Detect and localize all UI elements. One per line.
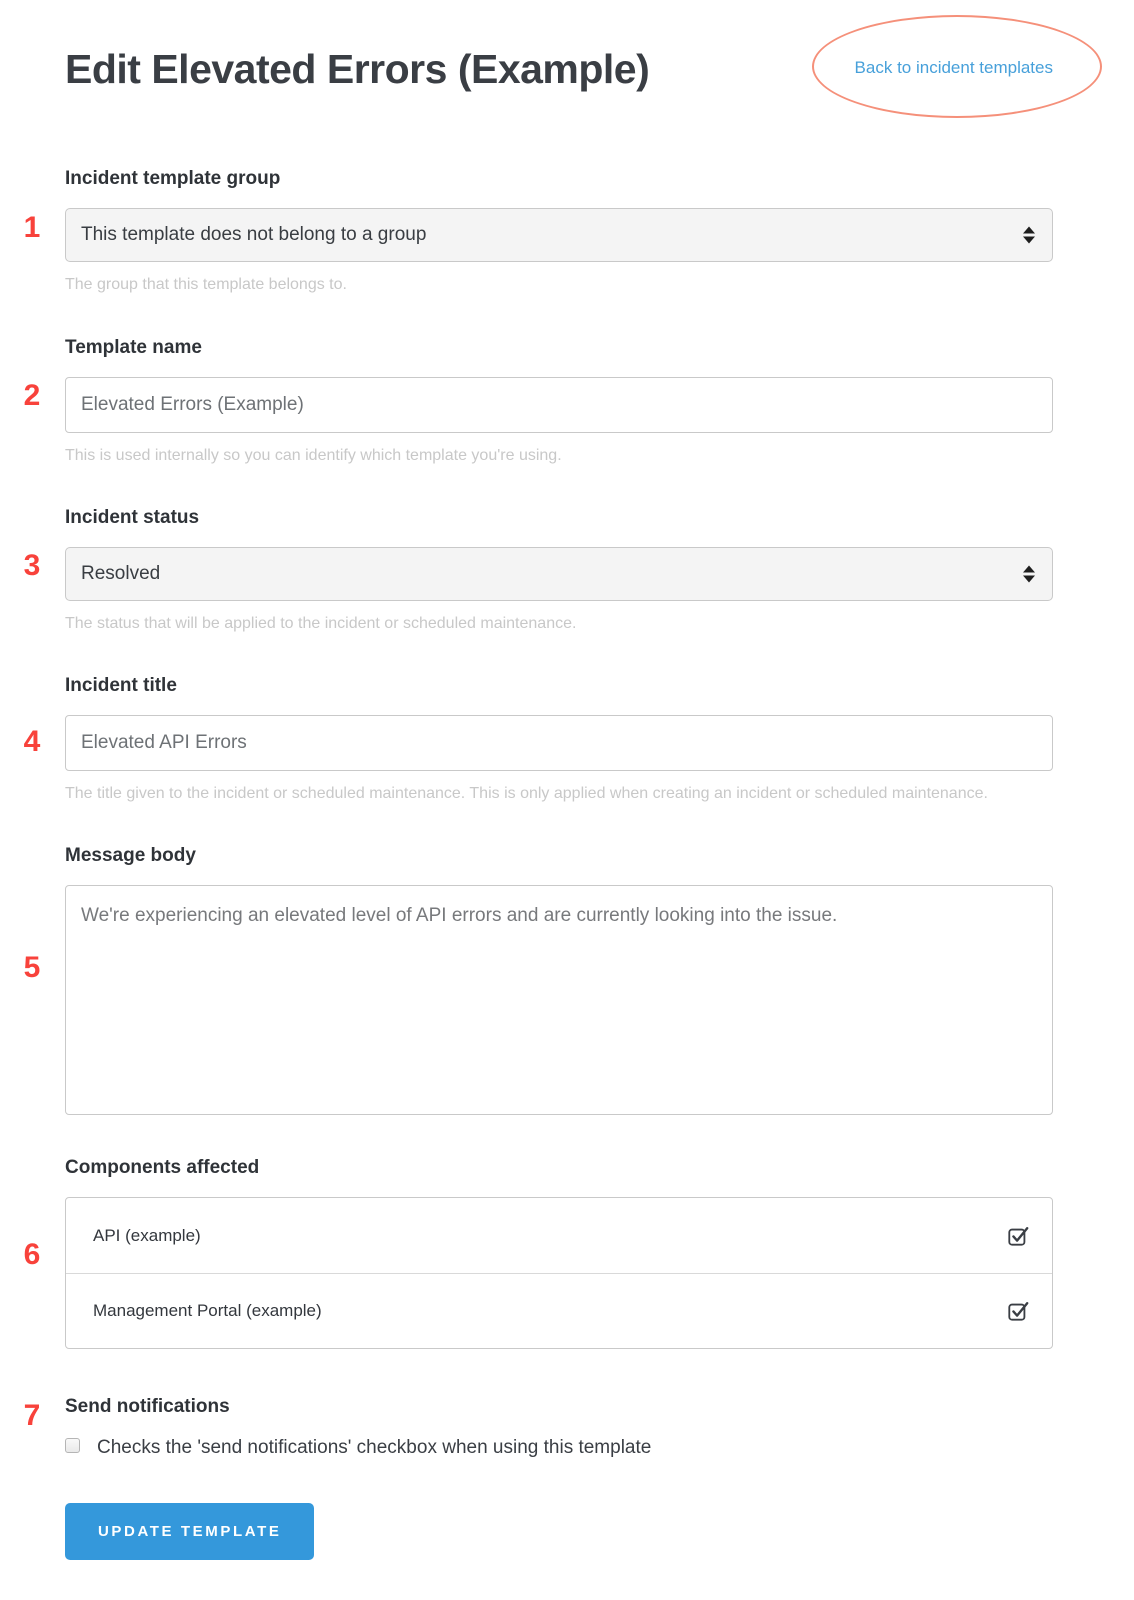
- incident-status-select[interactable]: [65, 547, 1053, 601]
- unchecked-checkbox-icon[interactable]: [65, 1438, 80, 1453]
- incident-status-label: Incident status: [65, 507, 200, 528]
- template-group-label: Incident template group: [65, 168, 281, 189]
- select-updown-icon: [1023, 227, 1035, 244]
- incident-title-input[interactable]: [65, 715, 1053, 771]
- template-group-selected-value: This template does not belong to a group: [81, 224, 427, 245]
- template-name-help: This is used internally so you can identify which template you're using.: [65, 447, 562, 464]
- component-name: API (example): [93, 1225, 201, 1245]
- checked-checkbox-icon[interactable]: [1007, 1225, 1029, 1247]
- template-group-field-group: [65, 168, 1053, 294]
- component-row-management-portal[interactable]: [66, 1273, 1052, 1348]
- message-body-field-group: [65, 845, 1053, 1115]
- components-affected-label: Components affected: [65, 1157, 260, 1178]
- annotation-number-4: 4: [23, 725, 41, 758]
- template-name-field-group: [65, 337, 1053, 465]
- incident-status-help: The status that will be applied to the incident or scheduled maintenance.: [65, 615, 577, 632]
- annotation-number-3: 3: [23, 549, 41, 582]
- component-row-api[interactable]: [66, 1198, 1052, 1273]
- component-name: Management Portal (example): [93, 1301, 322, 1320]
- arrow-down-icon: [1023, 237, 1035, 244]
- message-body-textarea[interactable]: [65, 885, 1053, 1115]
- components-list: [65, 1197, 1053, 1349]
- arrow-up-icon: [1023, 227, 1035, 234]
- incident-title-field-group: [65, 675, 1053, 803]
- annotation-number-7: 7: [23, 1399, 41, 1432]
- annotation-number-2: 2: [23, 379, 41, 412]
- annotation-number-5: 5: [23, 951, 41, 984]
- template-group-help: The group that this template belongs to.: [65, 276, 347, 293]
- select-updown-icon: [1023, 566, 1035, 583]
- message-body-label: Message body: [65, 845, 196, 866]
- template-name-label: Template name: [65, 337, 202, 358]
- send-notifications-field-group: [65, 1396, 1053, 1459]
- send-notifications-checkbox-row[interactable]: [65, 1436, 1053, 1459]
- back-to-incident-templates-link[interactable]: Back to incident templates: [854, 58, 1053, 77]
- incident-title-help: The title given to the incident or scheduled maintenance. This is only applied when creating an incident or scheduled maintenance.: [65, 785, 988, 802]
- checked-checkbox-icon[interactable]: [1007, 1300, 1029, 1322]
- incident-title-label: Incident title: [65, 675, 177, 696]
- send-notifications-checkbox-label: Checks the 'send notifications' checkbox when using this template: [97, 1437, 652, 1458]
- components-affected-field-group: [65, 1157, 1053, 1349]
- template-group-select[interactable]: [65, 208, 1053, 262]
- incident-status-selected-value: Resolved: [81, 563, 161, 584]
- annotation-number-6: 6: [23, 1238, 41, 1271]
- update-template-button[interactable]: UPDATE TEMPLATE: [65, 1503, 314, 1560]
- send-notifications-label: Send notifications: [65, 1396, 230, 1417]
- arrow-up-icon: [1023, 566, 1035, 573]
- incident-status-field-group: [65, 507, 1053, 633]
- arrow-down-icon: [1023, 576, 1035, 583]
- annotation-number-1: 1: [23, 211, 41, 244]
- page-title: Edit Elevated Errors (Example): [65, 46, 650, 92]
- template-name-input[interactable]: [65, 377, 1053, 433]
